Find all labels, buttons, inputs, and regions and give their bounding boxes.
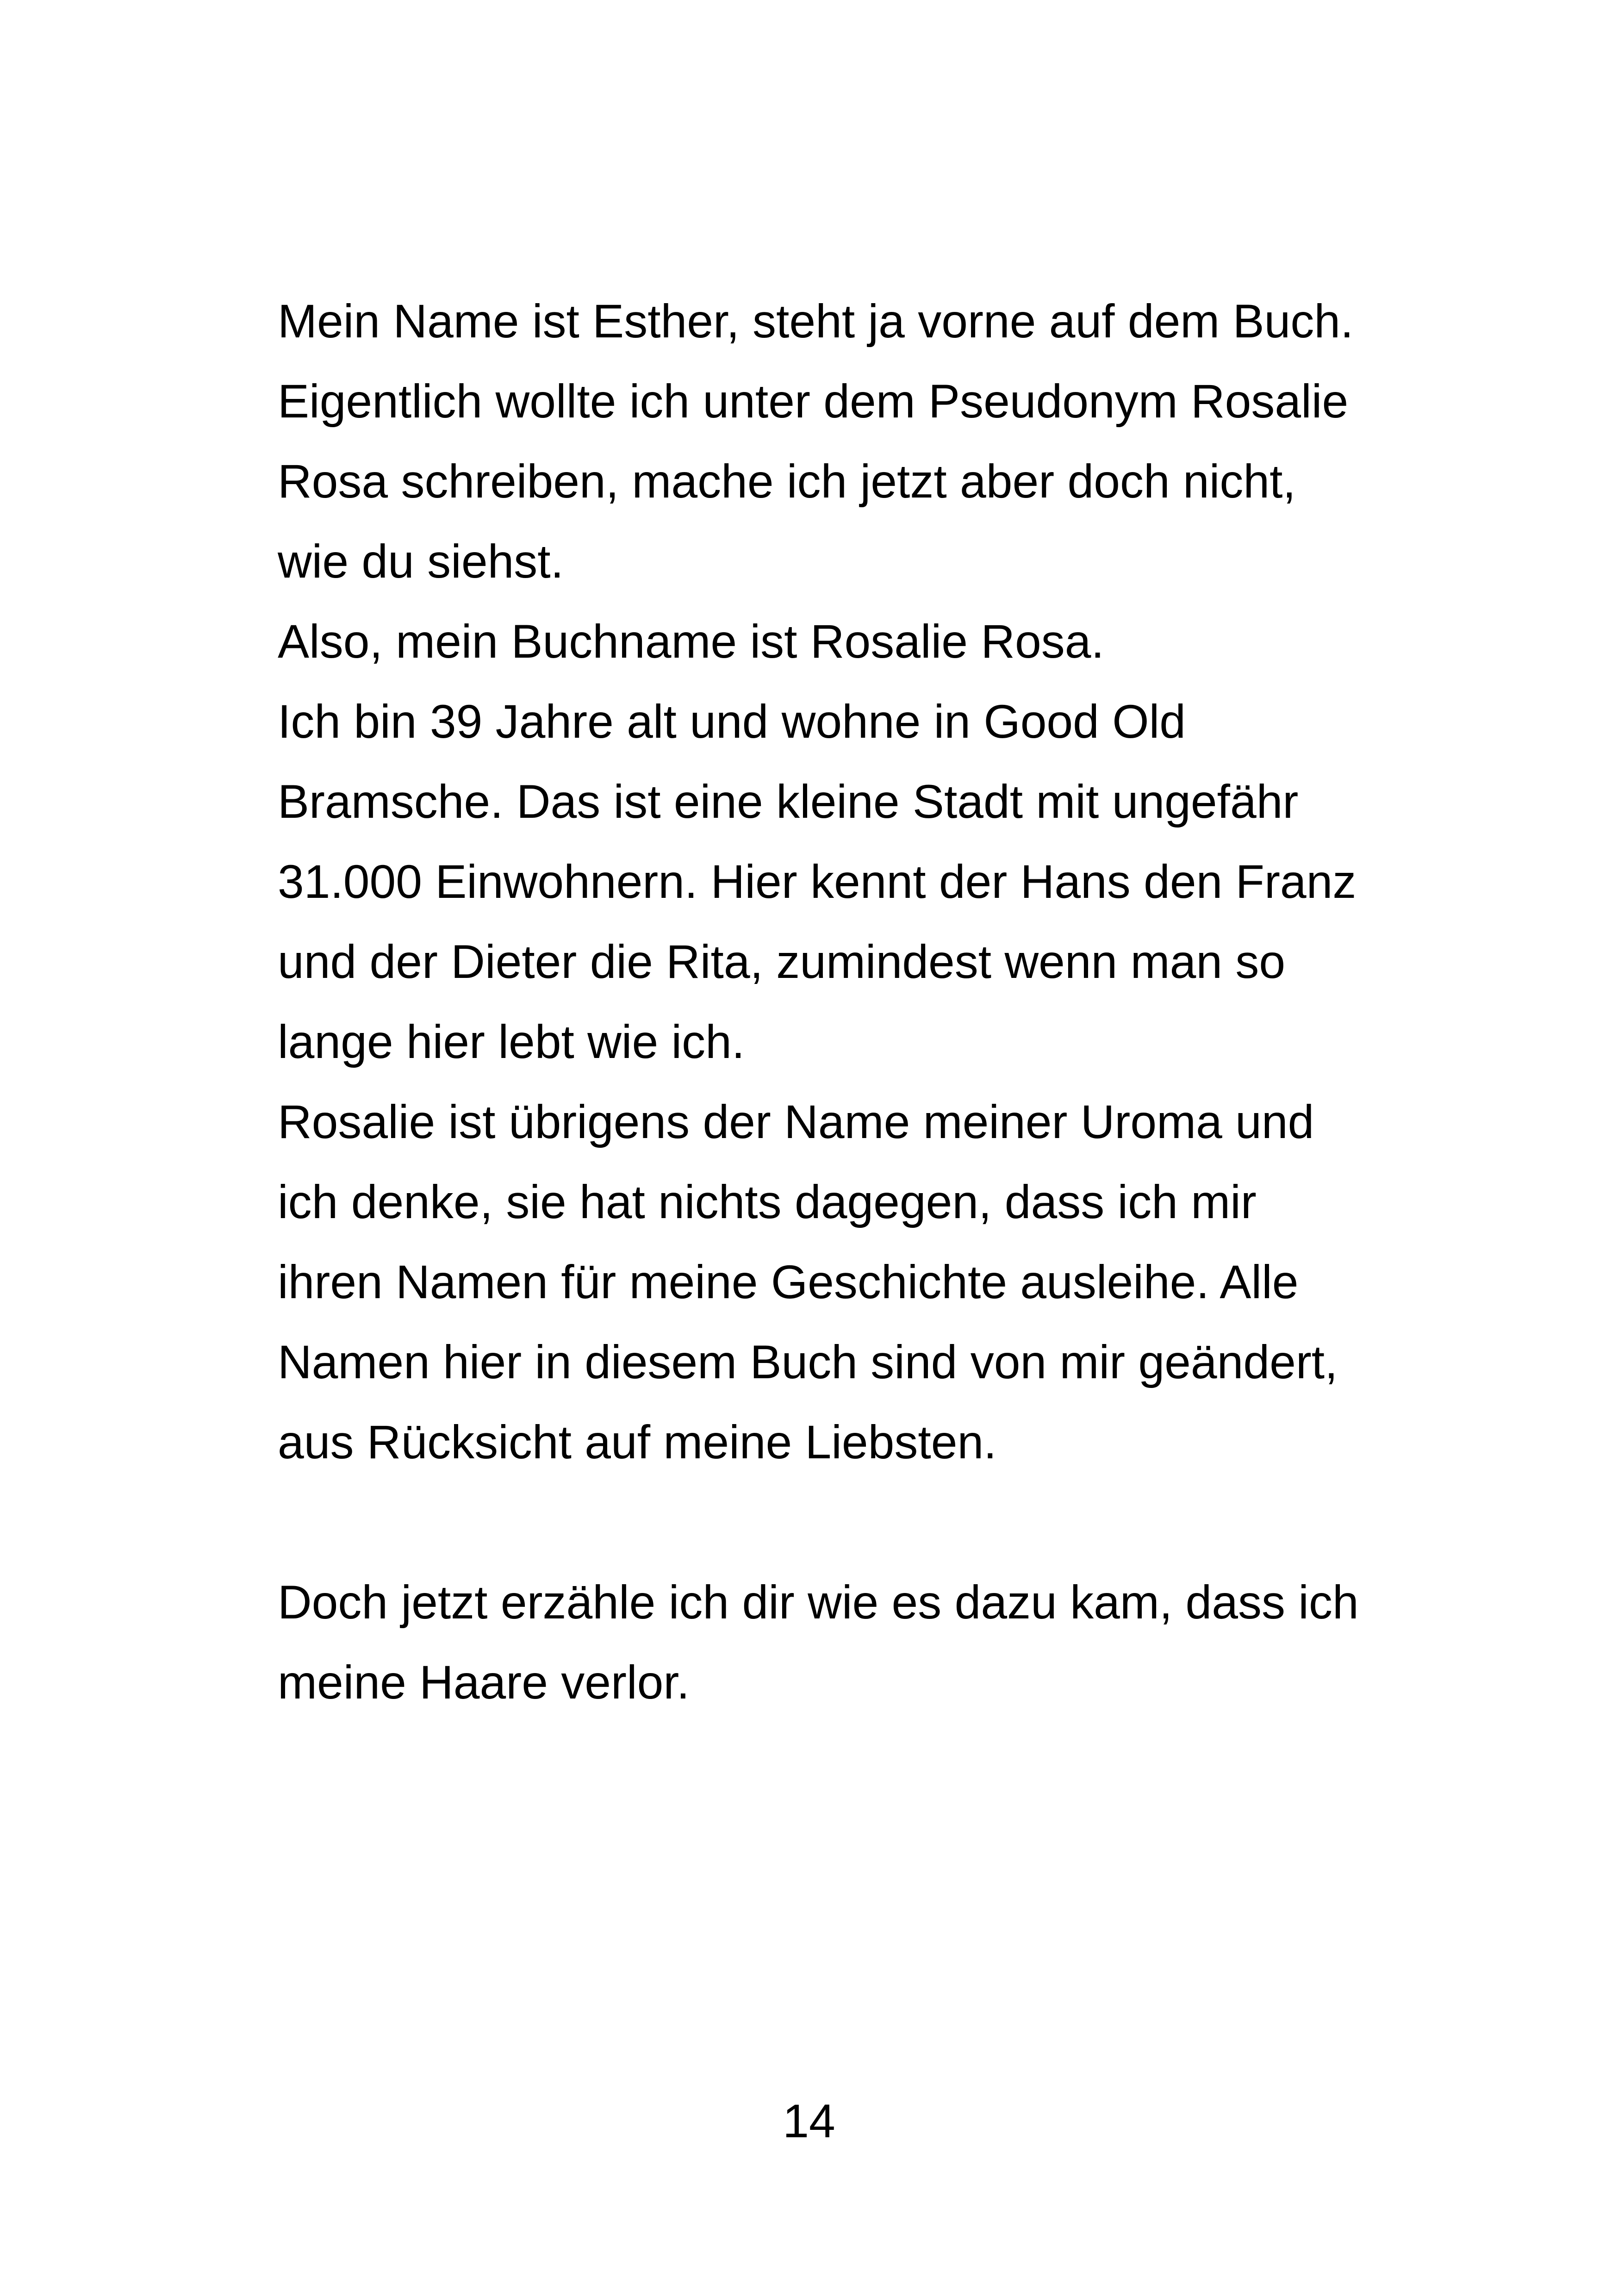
text-line: und der Dieter die Rita, zumindest wenn man so bbox=[278, 935, 1286, 988]
text-line: Doch jetzt erzähle ich dir wie es dazu kam, dass ich bbox=[278, 1576, 1359, 1629]
text-line: Namen hier in diesem Buch sind von mir geändert, bbox=[278, 1336, 1338, 1388]
page-number: 14 bbox=[783, 2095, 835, 2147]
text-line: Bramsche. Das ist eine kleine Stadt mit ungefähr bbox=[278, 775, 1299, 828]
text-line: Eigentlich wollte ich unter dem Pseudonym Rosalie bbox=[278, 375, 1349, 428]
text-line: Ich bin 39 Jahre alt und wohne in Good Old bbox=[278, 695, 1186, 748]
text-line: Mein Name ist Esther, steht ja vorne auf dem Buch. bbox=[278, 295, 1354, 348]
text-line: aus Rücksicht auf meine Liebsten. bbox=[278, 1416, 997, 1468]
text-line: lange hier lebt wie ich. bbox=[278, 1015, 745, 1068]
paragraph-gap bbox=[278, 1482, 1388, 1562]
text-line: meine Haare verlor. bbox=[278, 1656, 690, 1709]
text-line: 31.000 Einwohnern. Hier kennt der Hans den Franz bbox=[278, 855, 1357, 908]
text-line: wie du siehst. bbox=[278, 535, 564, 588]
text-line: Also, mein Buchname ist Rosalie Rosa. bbox=[278, 615, 1104, 668]
body-text bbox=[278, 281, 1388, 1723]
text-line: ich denke, sie hat nichts dagegen, dass ich mir bbox=[278, 1176, 1257, 1228]
text-line: Rosalie ist übrigens der Name meiner Uroma und bbox=[278, 1095, 1314, 1148]
text-line: Rosa schreiben, mache ich jetzt aber doch nicht, bbox=[278, 455, 1296, 508]
text-line: ihren Namen für meine Geschichte ausleihe. Alle bbox=[278, 1256, 1299, 1308]
